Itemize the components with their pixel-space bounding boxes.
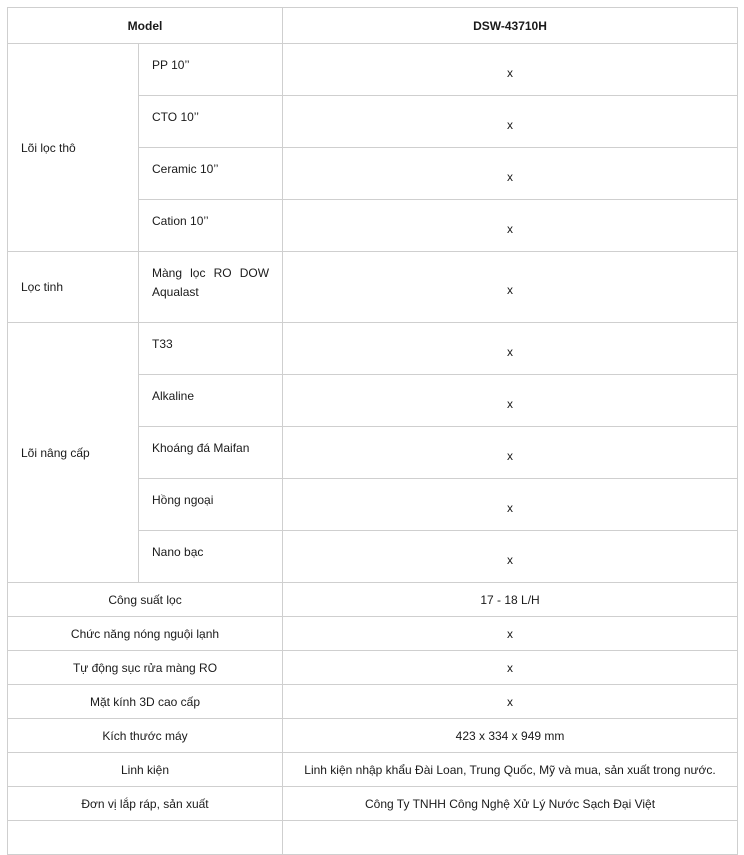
filter-item: Hồng ngoại bbox=[139, 479, 283, 531]
filter-item: Ceramic 10’’ bbox=[139, 148, 283, 200]
spec-value: 423 x 334 x 949 mm bbox=[283, 719, 738, 753]
spec-value: 17 - 18 L/H bbox=[283, 583, 738, 617]
spec-value: Công Ty TNHH Công Nghệ Xử Lý Nước Sạch Đại Việt bbox=[283, 787, 738, 821]
spec-value: x bbox=[283, 685, 738, 719]
table-row bbox=[8, 719, 738, 753]
table-row bbox=[8, 583, 738, 617]
table-row-empty bbox=[8, 821, 738, 855]
table-row bbox=[8, 617, 738, 651]
group-label-loc-tinh: Lọc tinh bbox=[8, 252, 139, 323]
model-label: Model bbox=[8, 8, 283, 44]
table-row bbox=[8, 252, 738, 323]
group-label-loi-loc-tho: Lõi lọc thô bbox=[8, 44, 139, 252]
table-row bbox=[8, 651, 738, 685]
spec-label: Tự động sục rửa màng RO bbox=[8, 651, 283, 685]
spec-value: x bbox=[283, 651, 738, 685]
spec-value: x bbox=[283, 617, 738, 651]
model-value: DSW-43710H bbox=[283, 8, 738, 44]
table-row bbox=[8, 323, 738, 375]
filter-value: x bbox=[283, 44, 738, 96]
table-row bbox=[8, 753, 738, 787]
spec-value: Linh kiện nhập khẩu Đài Loan, Trung Quốc, Mỹ và mua, sản xuất trong nước. bbox=[283, 753, 738, 787]
filter-item: Cation 10’’ bbox=[139, 200, 283, 252]
spec-label: Chức năng nóng nguội lạnh bbox=[8, 617, 283, 651]
spec-label: Đơn vị lắp ráp, sản xuất bbox=[8, 787, 283, 821]
table-row bbox=[8, 44, 738, 96]
table-row bbox=[8, 787, 738, 821]
filter-value: x bbox=[283, 375, 738, 427]
spec-label: Công suất lọc bbox=[8, 583, 283, 617]
filter-value: x bbox=[283, 148, 738, 200]
empty-cell bbox=[283, 821, 738, 855]
spec-label: Kích thước máy bbox=[8, 719, 283, 753]
filter-value: x bbox=[283, 200, 738, 252]
filter-value: x bbox=[283, 252, 738, 323]
filter-value: x bbox=[283, 427, 738, 479]
filter-item: Alkaline bbox=[139, 375, 283, 427]
group-label-loi-nang-cap: Lõi nâng cấp bbox=[8, 323, 139, 583]
filter-item: Nano bạc bbox=[139, 531, 283, 583]
product-spec-table bbox=[7, 7, 738, 855]
empty-cell bbox=[8, 821, 283, 855]
spec-label: Linh kiện bbox=[8, 753, 283, 787]
filter-item: Khoáng đá Maifan bbox=[139, 427, 283, 479]
filter-item: CTO 10’’ bbox=[139, 96, 283, 148]
filter-value: x bbox=[283, 479, 738, 531]
filter-item: T33 bbox=[139, 323, 283, 375]
filter-value: x bbox=[283, 96, 738, 148]
spec-label: Mặt kính 3D cao cấp bbox=[8, 685, 283, 719]
table-row bbox=[8, 685, 738, 719]
table-header-row bbox=[8, 8, 738, 44]
filter-item: PP 10’’ bbox=[139, 44, 283, 96]
filter-value: x bbox=[283, 323, 738, 375]
filter-value: x bbox=[283, 531, 738, 583]
filter-item: Màng lọc RO DOW Aqualast bbox=[139, 252, 283, 323]
